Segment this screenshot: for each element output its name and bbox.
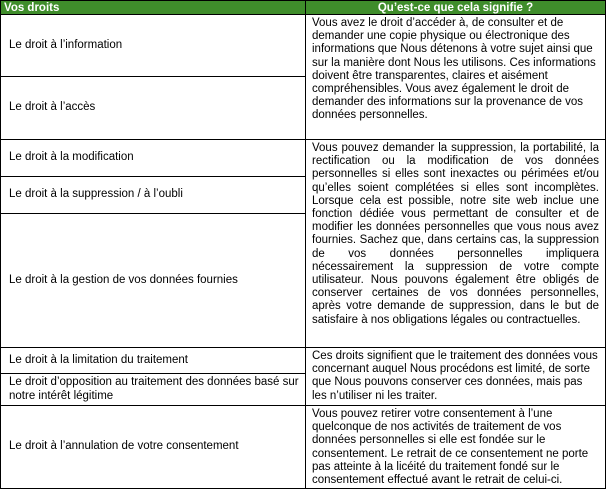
header-rights: Vos droits xyxy=(0,0,306,15)
right-modification xyxy=(0,139,306,177)
right-label: Le droit à l’accès xyxy=(9,101,96,114)
right-restriction xyxy=(0,347,306,374)
explanation-text: Ces droits signifient que le traitement des données vous concernant auquel Nous procédons est limité, de sorte que Nous pouvons conserver ces données, mais pas les n’utiliser ni les traiter. xyxy=(312,350,598,402)
explanation-modification-erasure xyxy=(305,139,606,348)
right-label: Le droit à la gestion de vos données fournies xyxy=(9,273,238,286)
right-label: Le droit à l’information xyxy=(9,38,123,51)
right-access xyxy=(0,76,306,140)
right-label: Le droit à la modification xyxy=(9,151,134,164)
right-label: Le droit d’opposition au traitement des données basé sur notre intérêt légitime xyxy=(9,376,299,402)
right-erasure xyxy=(0,176,306,214)
right-objection xyxy=(0,373,306,406)
explanation-text: Vous pouvez demander la suppression, la portabilité, la rectification ou la modification de vos données personnelles si elles sont inexactes ou périmées et/ou qu’elles soient complétées si elles sont incomplètes. Lorsque cela est possible, notre site web inclue une fonction dédiée vous permettant de consulter et de modifier les données personnelles que vous nous avez fournies. Sachez que, dans certains cas, la suppression de vos données personnelles impliquera nécessairement la suppression de votre compte utilisateur. Nous pouvons également être obligés de conserver certaines de vos données personnelles, après votre demande de suppression, dans le but de satisfaire à nos obligations légales ou contractuelles. xyxy=(312,142,599,326)
explanation-withdraw-consent xyxy=(305,405,606,489)
header-meaning: Qu’est-ce que cela signifie ? xyxy=(305,0,606,15)
right-label: Le droit à la limitation du traitement xyxy=(9,353,188,366)
right-withdraw-consent xyxy=(0,405,306,489)
explanation-text: Vous pouvez retirer votre consentement à l’une quelconque de nos activités de traitement de vos données personnelles si elle est fondée sur le consentement. Le retrait de ce consentement ne porte pas atteinte à la licéité du traitement fondé sur le consentement effectué avant le retrait de celui-ci. xyxy=(312,408,589,487)
explanation-information-access xyxy=(305,14,606,140)
right-information xyxy=(0,14,306,77)
right-data-management xyxy=(0,213,306,348)
right-label: Le droit à l’annulation de votre consentement xyxy=(9,440,239,453)
explanation-text: Vous avez le droit d’accéder à, de consulter et de demander une copie physique ou électronique des informations que Nous détenons à votre sujet ainsi que sur la manière dont Nous les utilisons. Ces informations doivent être transparentes, claires et aisément compréhensibles. Vous avez également le droit de demander des informations sur la provenance de vos données personnelles. xyxy=(312,17,596,122)
explanation-restriction-objection xyxy=(305,347,606,406)
right-label: Le droit à la suppression / à l’oubli xyxy=(9,188,183,201)
